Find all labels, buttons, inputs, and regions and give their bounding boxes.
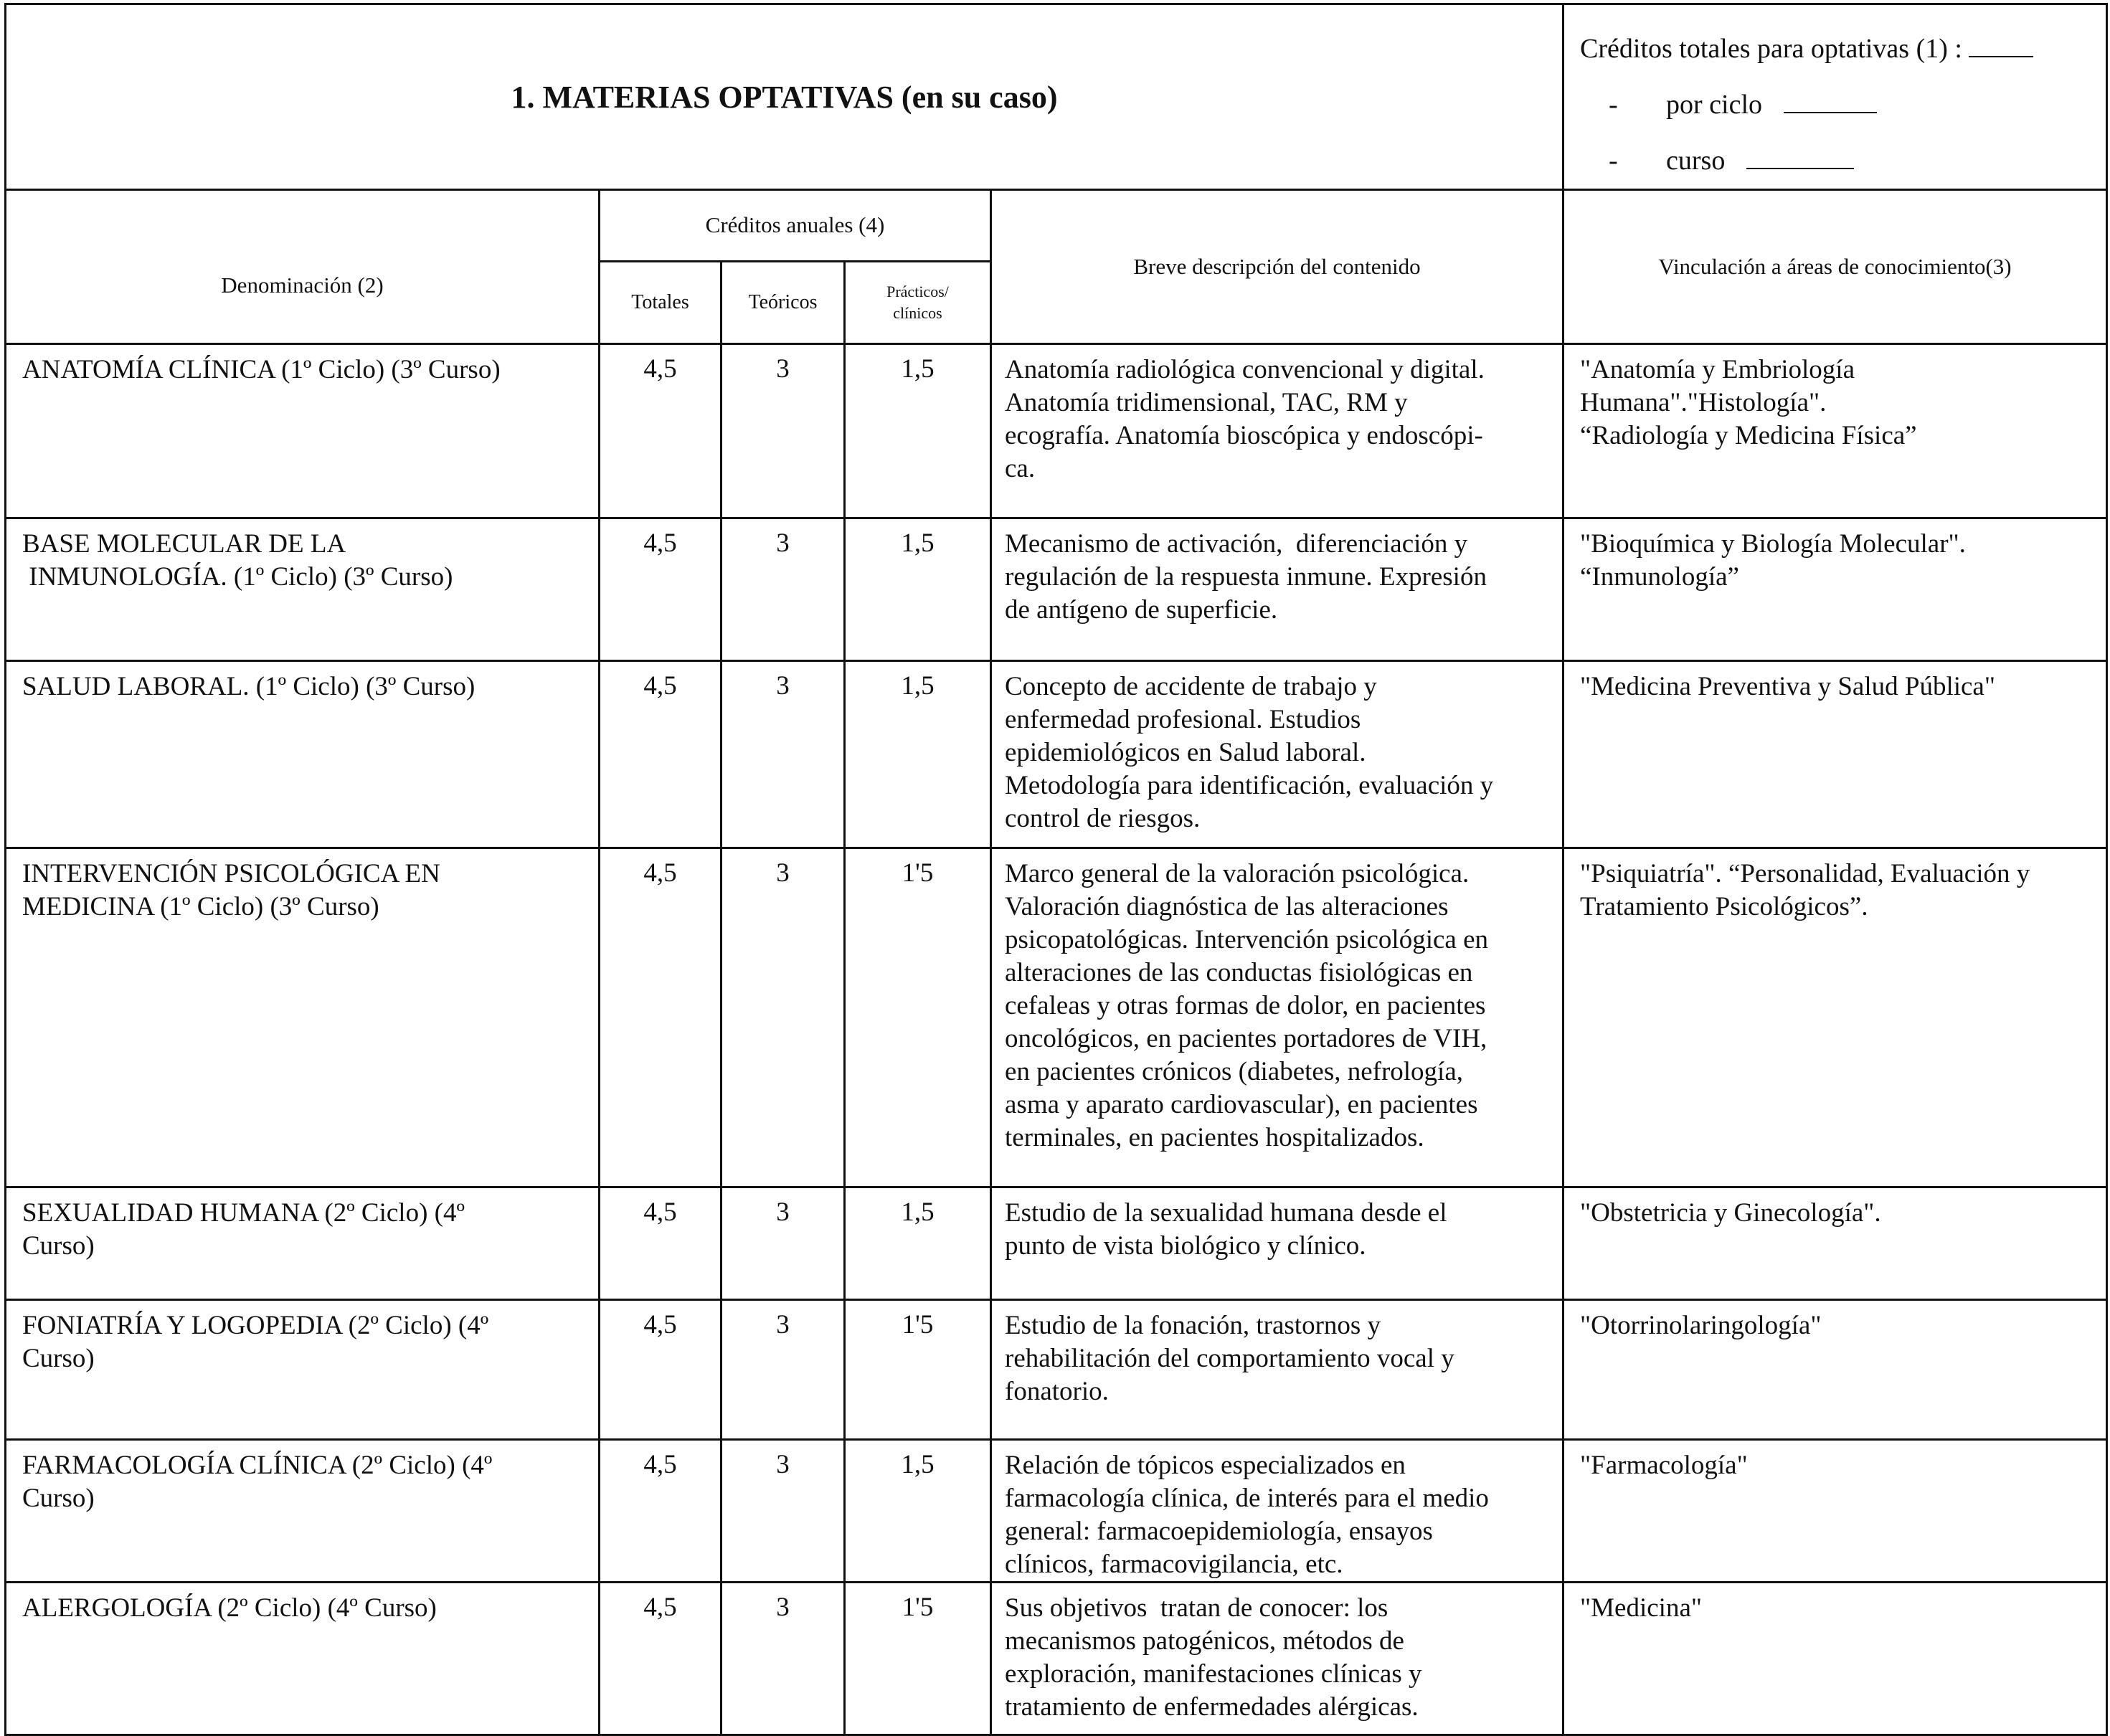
- table-row: [6, 1440, 2107, 1583]
- cell-line: general: farmacoepidemiología, ensayos: [1005, 1517, 1433, 1546]
- cell-line: "Otorrinolaringología": [1580, 1311, 1822, 1340]
- knowledge-area: [1563, 1583, 2107, 1735]
- cell-line: ANATOMÍA CLÍNICA (1º Ciclo) (3º Curso): [22, 355, 501, 384]
- credits-teoricos: 3: [722, 1583, 845, 1735]
- cell-line: Curso): [22, 1344, 95, 1373]
- header-practicos-line-2: clínicos: [893, 303, 942, 322]
- credits-totales: 4,5: [600, 344, 722, 518]
- credits-totales: 4,5: [600, 1300, 722, 1440]
- cell-line: Valoración diagnóstica de las alteraciones: [1005, 892, 1449, 921]
- knowledge-area: [1563, 1187, 2107, 1300]
- subject-name: [6, 518, 600, 661]
- subject-name: [6, 661, 600, 848]
- cell-line: enfermedad profesional. Estudios: [1005, 705, 1361, 734]
- table-row: [6, 518, 2107, 661]
- cell-line: punto de vista biológico y clínico.: [1005, 1231, 1366, 1261]
- content-description: [991, 1300, 1563, 1440]
- cell-line: Sus objetivos tratan de conocer: los: [1005, 1593, 1388, 1623]
- header-denominacion: Denominación (2): [6, 190, 600, 344]
- credits-totales: 4,5: [600, 1187, 722, 1300]
- per-cycle-blank[interactable]: [1784, 90, 1877, 113]
- credits-practicos: 1'5: [845, 1583, 991, 1735]
- credits-totales: 4,5: [600, 661, 722, 848]
- cell-line: ALERGOLOGÍA (2º Ciclo) (4º Curso): [22, 1593, 437, 1623]
- knowledge-area: [1563, 1300, 2107, 1440]
- knowledge-area: [1563, 344, 2107, 518]
- cell-line: exploración, manifestaciones clínicas y: [1005, 1659, 1422, 1689]
- knowledge-area: [1563, 848, 2107, 1187]
- header-practicos: [845, 261, 991, 343]
- cell-line: Relación de tópicos especializados en: [1005, 1451, 1406, 1480]
- credits-teoricos: 3: [722, 518, 845, 661]
- knowledge-area: [1563, 661, 2107, 848]
- credits-totales: 4,5: [600, 1440, 722, 1583]
- credits-totales: 4,5: [600, 518, 722, 661]
- subject-name: [6, 1440, 600, 1583]
- cell-line: "Medicina Preventiva y Salud Pública": [1580, 672, 1995, 701]
- credits-practicos: 1,5: [845, 518, 991, 661]
- cell-line: en pacientes crónicos (diabetes, nefrología,: [1005, 1057, 1464, 1086]
- cell-line: Humana"."Histología".: [1580, 388, 1827, 417]
- header-descripcion: Breve descripción del contenido: [991, 190, 1563, 344]
- credits-practicos: 1,5: [845, 1440, 991, 1583]
- subject-name: [6, 1583, 600, 1735]
- table-row: [6, 1583, 2107, 1735]
- header-totales: Totales: [600, 261, 722, 343]
- knowledge-area: [1563, 1440, 2107, 1583]
- page-title: 1. MATERIAS OPTATIVAS (en su caso): [511, 79, 1058, 115]
- cell-line: "Obstetricia y Ginecología".: [1580, 1198, 1881, 1228]
- cell-line: Anatomía radiológica convencional y digital.: [1005, 355, 1485, 384]
- cell-line: "Anatomía y Embriología: [1580, 355, 1855, 384]
- subject-name: [6, 848, 600, 1187]
- cell-line: INMUNOLOGÍA. (1º Ciclo) (3º Curso): [22, 562, 453, 592]
- cell-line: alteraciones de las conductas fisiológicas en: [1005, 958, 1473, 987]
- content-description: [991, 518, 1563, 661]
- cell-line: epidemiológicos en Salud laboral.: [1005, 738, 1366, 767]
- cell-line: mecanismos patogénicos, métodos de: [1005, 1626, 1404, 1656]
- credits-practicos: 1,5: [845, 1187, 991, 1300]
- credits-practicos: 1'5: [845, 848, 991, 1187]
- title-cell: [6, 4, 1563, 190]
- cell-line: Tratamiento Psicológicos”.: [1580, 892, 1868, 921]
- cell-line: BASE MOLECULAR DE LA: [22, 529, 346, 559]
- header-creditos-anuales: Créditos anuales (4): [600, 190, 991, 262]
- cell-line: Estudio de la fonación, trastornos y: [1005, 1311, 1381, 1340]
- content-description: [991, 1583, 1563, 1735]
- credits-totals-cell: [1563, 4, 2107, 190]
- content-description: [991, 1440, 1563, 1583]
- document-page: [4, 3, 2106, 1722]
- cell-line: SEXUALIDAD HUMANA (2º Ciclo) (4º: [22, 1198, 465, 1228]
- cell-line: ecografía. Anatomía bioscópica y endoscópi-: [1005, 421, 1483, 450]
- dash-marker: -: [1609, 90, 1618, 120]
- subject-name: [6, 344, 600, 518]
- cell-line: "Farmacología": [1580, 1451, 1748, 1480]
- cell-line: farmacología clínica, de interés para el medio: [1005, 1484, 1489, 1513]
- optativas-table: [4, 3, 2108, 1736]
- cell-line: oncológicos, en pacientes portadores de VIH,: [1005, 1024, 1487, 1053]
- table-row: [6, 848, 2107, 1187]
- cell-line: de antígeno de superficie.: [1005, 595, 1278, 625]
- cell-line: psicopatológicas. Intervención psicológica en: [1005, 925, 1489, 954]
- cell-line: INTERVENCIÓN PSICOLÓGICA EN: [22, 859, 440, 888]
- cell-line: Estudio de la sexualidad humana desde el: [1005, 1198, 1447, 1228]
- dash-marker: -: [1609, 146, 1618, 176]
- credits-teoricos: 3: [722, 344, 845, 518]
- credits-total-label: Créditos totales para optativas (1) :: [1580, 34, 1962, 64]
- cell-line: Concepto de accidente de trabajo y: [1005, 672, 1377, 701]
- cell-line: "Psiquiatría". “Personalidad, Evaluación y: [1580, 859, 2030, 888]
- content-description: [991, 1187, 1563, 1300]
- header-vinculacion: Vinculación a áreas de conocimiento(3): [1563, 190, 2107, 344]
- credits-totales: 4,5: [600, 1583, 722, 1735]
- cell-line: ca.: [1005, 454, 1036, 483]
- cell-line: “Radiología y Medicina Física”: [1580, 421, 1917, 450]
- cell-line: "Bioquímica y Biología Molecular".: [1580, 529, 1966, 559]
- subject-name: [6, 1187, 600, 1300]
- per-course-blank[interactable]: [1746, 146, 1854, 169]
- table-row: [6, 1187, 2107, 1300]
- cell-line: Anatomía tridimensional, TAC, RM y: [1005, 388, 1408, 417]
- cell-line: Metodología para identificación, evaluación y: [1005, 771, 1494, 800]
- cell-line: MEDICINA (1º Ciclo) (3º Curso): [22, 892, 379, 921]
- cell-line: Marco general de la valoración psicológica.: [1005, 859, 1470, 888]
- credits-practicos: 1,5: [845, 661, 991, 848]
- cell-line: control de riesgos.: [1005, 804, 1201, 833]
- cell-line: “Inmunología”: [1580, 562, 1739, 592]
- cell-line: fonatorio.: [1005, 1377, 1109, 1406]
- table-row: [6, 661, 2107, 848]
- table-row: [6, 1300, 2107, 1440]
- column-header-row-1: [6, 190, 2107, 262]
- credits-teoricos: 3: [722, 1300, 845, 1440]
- credits-teoricos: 3: [722, 848, 845, 1187]
- credits-totales: 4,5: [600, 848, 722, 1187]
- cell-line: FARMACOLOGÍA CLÍNICA (2º Ciclo) (4º: [22, 1451, 493, 1480]
- credits-teoricos: 3: [722, 661, 845, 848]
- cell-line: terminales, en pacientes hospitalizados.: [1005, 1123, 1424, 1152]
- cell-line: clínicos, farmacovigilancia, etc.: [1005, 1550, 1343, 1579]
- cell-line: FONIATRÍA Y LOGOPEDIA (2º Ciclo) (4º: [22, 1311, 489, 1340]
- per-cycle-label: por ciclo: [1666, 90, 1763, 120]
- cell-line: asma y aparato cardiovascular), en pacientes: [1005, 1090, 1478, 1119]
- subject-name: [6, 1300, 600, 1440]
- cell-line: Mecanismo de activación, diferenciación y: [1005, 529, 1468, 559]
- credits-total-blank[interactable]: [1969, 34, 2033, 57]
- credits-teoricos: 3: [722, 1440, 845, 1583]
- cell-line: "Medicina": [1580, 1593, 1702, 1623]
- content-description: [991, 344, 1563, 518]
- content-description: [991, 848, 1563, 1187]
- header-teoricos: Teóricos: [722, 261, 845, 343]
- per-course-label: curso: [1666, 146, 1726, 176]
- cell-line: cefaleas y otras formas de dolor, en pacientes: [1005, 991, 1486, 1020]
- table-row: [6, 344, 2107, 518]
- cell-line: tratamiento de enfermedades alérgicas.: [1005, 1692, 1419, 1722]
- cell-line: Curso): [22, 1484, 95, 1513]
- credits-teoricos: 3: [722, 1187, 845, 1300]
- cell-line: regulación de la respuesta inmune. Expresión: [1005, 562, 1487, 592]
- cell-line: Curso): [22, 1231, 95, 1261]
- credits-practicos: 1'5: [845, 1300, 991, 1440]
- credits-practicos: 1,5: [845, 344, 991, 518]
- content-description: [991, 661, 1563, 848]
- knowledge-area: [1563, 518, 2107, 661]
- cell-line: SALUD LABORAL. (1º Ciclo) (3º Curso): [22, 672, 476, 701]
- header-practicos-line-1: Prácticos/: [886, 282, 949, 300]
- title-row: [6, 4, 2107, 190]
- cell-line: rehabilitación del comportamiento vocal y: [1005, 1344, 1454, 1373]
